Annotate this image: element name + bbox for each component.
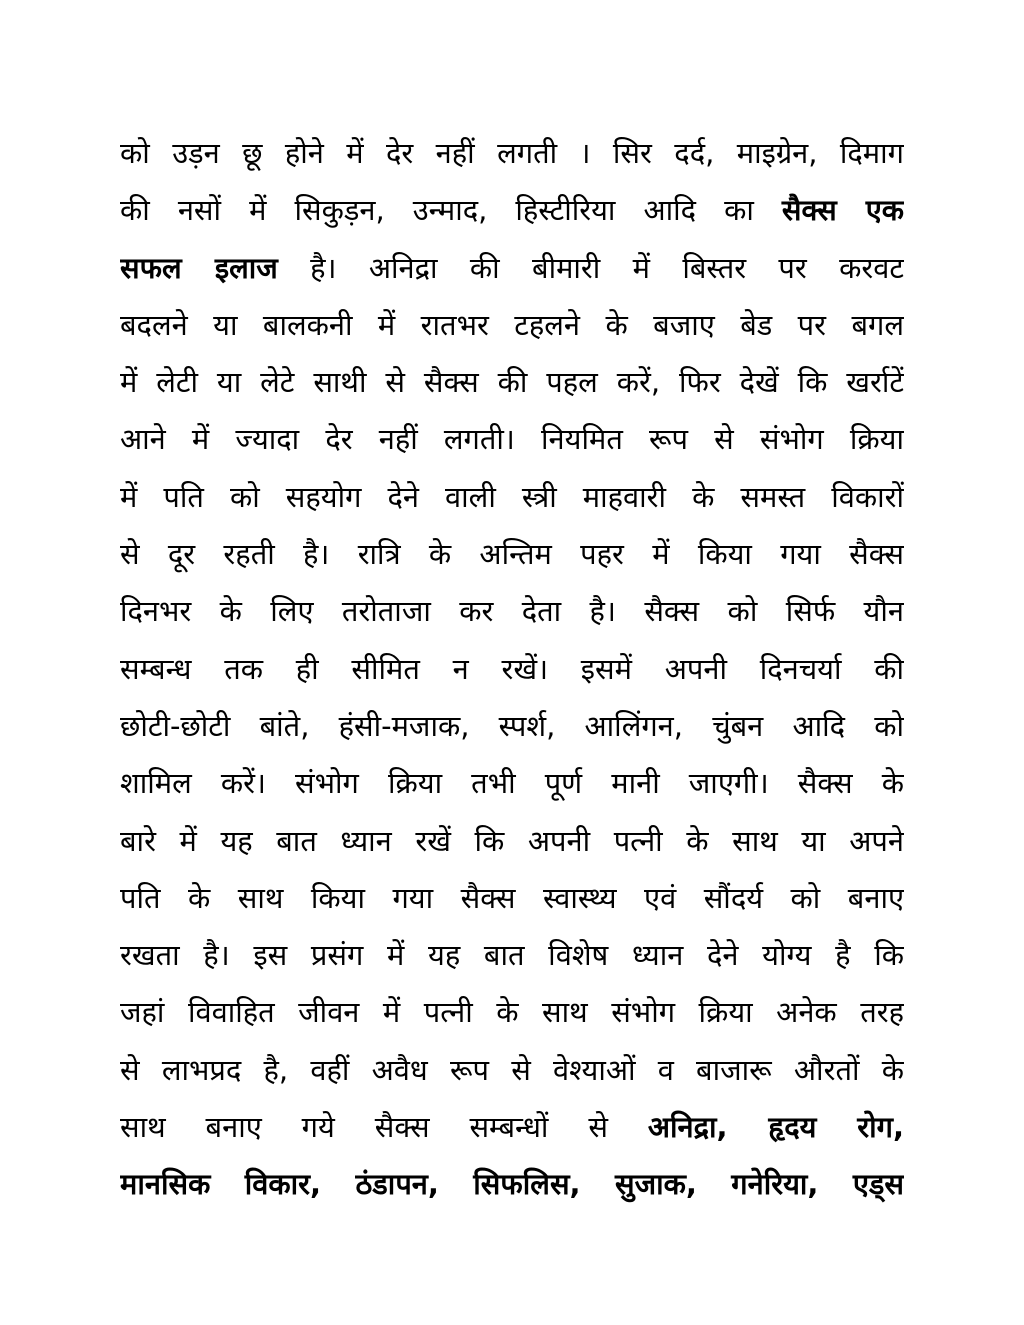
text-segment: छोटी-छोटी बांते, हंसी-मजाक, स्पर्श, आलिंगन, चुंबन आदि को <box>120 708 904 743</box>
text-line <box>120 354 904 411</box>
text-line <box>120 469 904 526</box>
text-segment: से दूर रहती है। रात्रि के अन्तिम पहर में किया गया सैक्स <box>120 537 904 572</box>
text-segment: है। अनिद्रा की बीमारी में बिस्तर पर करवट <box>277 250 904 285</box>
bold-text-segment: सैक्स एक <box>781 193 904 228</box>
text-line <box>120 641 904 698</box>
text-segment: जहां विवाहित जीवन में पत्नी के साथ संभोग क्रिया अनेक तरह <box>120 995 904 1030</box>
text-line <box>120 1099 904 1156</box>
text-segment: पति के साथ किया गया सैक्स स्वास्थ्य एवं सौंदर्य को बनाए <box>120 880 904 915</box>
text-line <box>120 182 904 239</box>
bold-text-segment: सफल इलाज <box>120 250 278 285</box>
text-line <box>120 698 904 755</box>
text-segment: शामिल करें। संभोग क्रिया तभी पूर्ण मानी जाएगी। सैक्स के <box>120 766 904 801</box>
text-segment: बारे में यह बात ध्यान रखें कि अपनी पत्नी के साथ या अपने <box>120 823 904 858</box>
text-line <box>120 125 904 182</box>
text-segment: साथ बनाए गये सैक्स सम्बन्धों से <box>120 1110 648 1145</box>
text-line <box>120 870 904 927</box>
text-segment: दिनभर के लिए तरोताजा कर देता है। सैक्स को सिर्फ यौन <box>120 594 904 629</box>
text-line <box>120 984 904 1041</box>
bold-text-segment: अनिद्रा, हृदय रोग, <box>647 1110 904 1145</box>
text-segment: में लेटी या लेटे साथी से सैक्स की पहल करें, फिर देखें कि खर्राटें <box>120 365 904 400</box>
text-line <box>120 240 904 297</box>
text-segment: बदलने या बालकनी में रातभर टहलने के बजाए बेड पर बगल <box>120 307 904 342</box>
text-line <box>120 755 904 812</box>
text-line <box>120 813 904 870</box>
text-line <box>120 1042 904 1099</box>
text-line <box>120 1156 904 1213</box>
text-line <box>120 526 904 583</box>
bold-text-segment: मानसिक विकार, ठंडापन, सिफलिस, सुजाक, गनेरिया, एड्स <box>120 1167 904 1202</box>
text-segment: सम्बन्ध तक ही सीमित न रखें। इसमें अपनी दिनचर्या की <box>120 651 904 686</box>
text-segment: से लाभप्रद है, वहीं अवैध रूप से वेश्याओं व बाजारू औरतों के <box>120 1052 904 1087</box>
text-segment: को उड़न छू होने में देर नहीं लगती । सिर दर्द, माइग्रेन, दिमाग <box>120 136 904 170</box>
text-segment: आने में ज्यादा देर नहीं लगती। नियमित रूप से संभोग क्रिया <box>120 422 904 457</box>
text-segment: में पति को सहयोग देने वाली स्त्री माहवारी के समस्त विकारों <box>120 479 904 514</box>
text-segment: रखता है। इस प्रसंग में यह बात विशेष ध्यान देने योग्य है कि <box>120 938 904 973</box>
text-line <box>120 411 904 468</box>
text-line <box>120 583 904 640</box>
body-paragraph <box>120 125 904 1214</box>
text-segment: की नसों में सिकुड़न, उन्माद, हिस्टीरिया आदि का <box>120 193 782 228</box>
text-line <box>120 297 904 354</box>
text-line <box>120 927 904 984</box>
